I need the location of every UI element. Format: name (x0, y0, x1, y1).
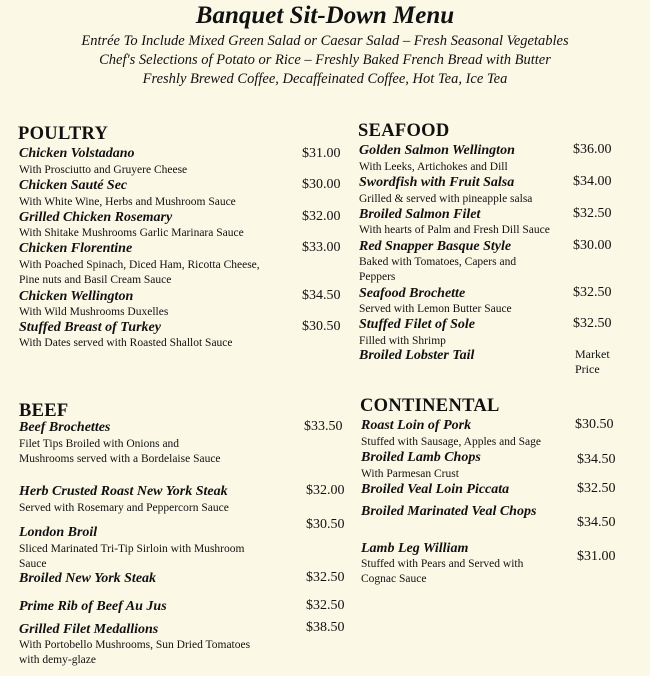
item-name: Broiled New York Steak (19, 571, 157, 586)
item-description: With White Wine, Herbs and Mushroom Sauce (19, 196, 236, 208)
item-price: $32.50 (577, 481, 616, 496)
item-price: $33.00 (302, 240, 341, 255)
item-price: $34.00 (573, 174, 612, 189)
subtitle-line-1: Entrée To Include Mixed Green Salad or Caesar Salad – Fresh Seasonal Vegetables (81, 33, 569, 49)
item-description: With Dates served with Roasted Shallot Sauce (19, 337, 233, 349)
item-description: With Leeks, Artichokes and Dill (359, 161, 508, 173)
item-price: $32.50 (573, 206, 612, 221)
item-price: $30.00 (302, 177, 341, 192)
section-heading-beef: BEEF (19, 401, 69, 421)
item-name: Broiled Salmon Filet (359, 207, 481, 222)
item-name: Chicken Volstadano (19, 146, 135, 161)
item-name: Grilled Filet Medallions (19, 622, 159, 637)
item-price: $31.00 (577, 549, 616, 564)
subtitle-line-3: Freshly Brewed Coffee, Decaffeinated Coffee, Hot Tea, Ice Tea (142, 71, 508, 87)
item-description: With Wild Mushrooms Duxelles (19, 306, 169, 318)
item-name: Red Snapper Basque Style (359, 239, 512, 254)
section-heading-poultry: POULTRY (18, 124, 109, 144)
item-name: Lamb Leg William (361, 541, 469, 556)
item-name: Prime Rib of Beef Au Jus (19, 599, 167, 614)
item-description: Baked with Tomatoes, Capers and (359, 256, 517, 268)
item-name: Chicken Sauté Sec (19, 178, 128, 193)
item-price: $34.50 (577, 452, 616, 467)
item-description: Sliced Marinated Tri-Tip Sirloin with Mushroom (19, 543, 245, 555)
item-price: $30.50 (575, 417, 614, 432)
item-name: Broiled Marinated Veal Chops (361, 504, 537, 519)
item-description: Cognac Sauce (361, 573, 427, 585)
section-heading-seafood: SEAFOOD (358, 121, 450, 141)
item-price: $31.00 (302, 146, 341, 161)
item-name: Broiled Veal Loin Piccata (361, 482, 510, 497)
item-name: Stuffed Breast of Turkey (19, 320, 161, 335)
item-name: Stuffed Filet of Sole (359, 317, 476, 332)
item-price: $38.50 (306, 620, 345, 635)
item-price: $32.50 (573, 316, 612, 331)
item-price: $30.00 (573, 238, 612, 253)
item-description: Served with Lemon Butter Sauce (359, 303, 512, 315)
item-description: Stuffed with Sausage, Apples and Sage (361, 436, 541, 448)
item-name: Broiled Lamb Chops (361, 450, 481, 465)
item-name: Broiled Lobster Tail (359, 348, 475, 363)
item-description: Served with Rosemary and Peppercorn Sauce (19, 502, 229, 514)
item-description: Pine nuts and Basil Cream Sauce (19, 274, 172, 286)
item-description: With Poached Spinach, Diced Ham, Ricotta Cheese, (19, 259, 260, 271)
item-description: With hearts of Palm and Fresh Dill Sauce (359, 224, 550, 236)
item-name: Seafood Brochette (359, 286, 466, 301)
item-name: Grilled Chicken Rosemary (19, 210, 173, 225)
item-price: $30.50 (306, 517, 345, 532)
item-price: Price (575, 362, 600, 376)
item-description: Sauce (19, 558, 47, 570)
item-price: $34.50 (302, 288, 341, 303)
item-price: Market (575, 347, 610, 361)
item-price: $30.50 (302, 319, 341, 334)
item-price: $32.50 (573, 285, 612, 300)
item-description: with demy-glaze (19, 654, 96, 666)
item-description: With Parmesan Crust (361, 468, 459, 480)
menu-title: Banquet Sit-Down Menu (195, 2, 455, 29)
item-price: $32.00 (306, 483, 345, 498)
item-price: $34.50 (577, 515, 616, 530)
item-price: $36.00 (573, 142, 612, 157)
item-price: $32.50 (306, 570, 345, 585)
item-name: Roast Loin of Pork (361, 418, 472, 433)
item-name: Beef Brochettes (19, 420, 111, 435)
item-description: Peppers (359, 271, 396, 283)
item-description: Mushrooms served with a Bordelaise Sauce (19, 453, 221, 465)
item-description: With Shitake Mushrooms Garlic Marinara Sauce (19, 227, 244, 239)
item-price: $32.00 (302, 209, 341, 224)
item-description: With Portobello Mushrooms, Sun Dried Tomatoes (19, 639, 251, 651)
item-name: Chicken Florentine (19, 241, 133, 256)
item-name: Chicken Wellington (19, 289, 134, 304)
item-description: Filled with Shrimp (359, 335, 446, 347)
section-heading-continental: CONTINENTAL (360, 396, 500, 416)
item-name: Herb Crusted Roast New York Steak (19, 484, 228, 499)
item-name: Golden Salmon Wellington (359, 143, 515, 158)
item-description: With Prosciutto and Gruyere Cheese (19, 164, 188, 176)
item-name: London Broil (19, 525, 98, 540)
item-price: $33.50 (304, 419, 343, 434)
item-description: Stuffed with Pears and Served with (361, 558, 524, 570)
item-description: Grilled & served with pineapple salsa (359, 193, 533, 205)
item-description: Filet Tips Broiled with Onions and (19, 438, 180, 450)
subtitle-line-2: Chef's Selections of Potato or Rice – Freshly Baked French Bread with Butter (99, 52, 551, 68)
item-price: $32.50 (306, 598, 345, 613)
item-name: Swordfish with Fruit Salsa (359, 175, 515, 190)
